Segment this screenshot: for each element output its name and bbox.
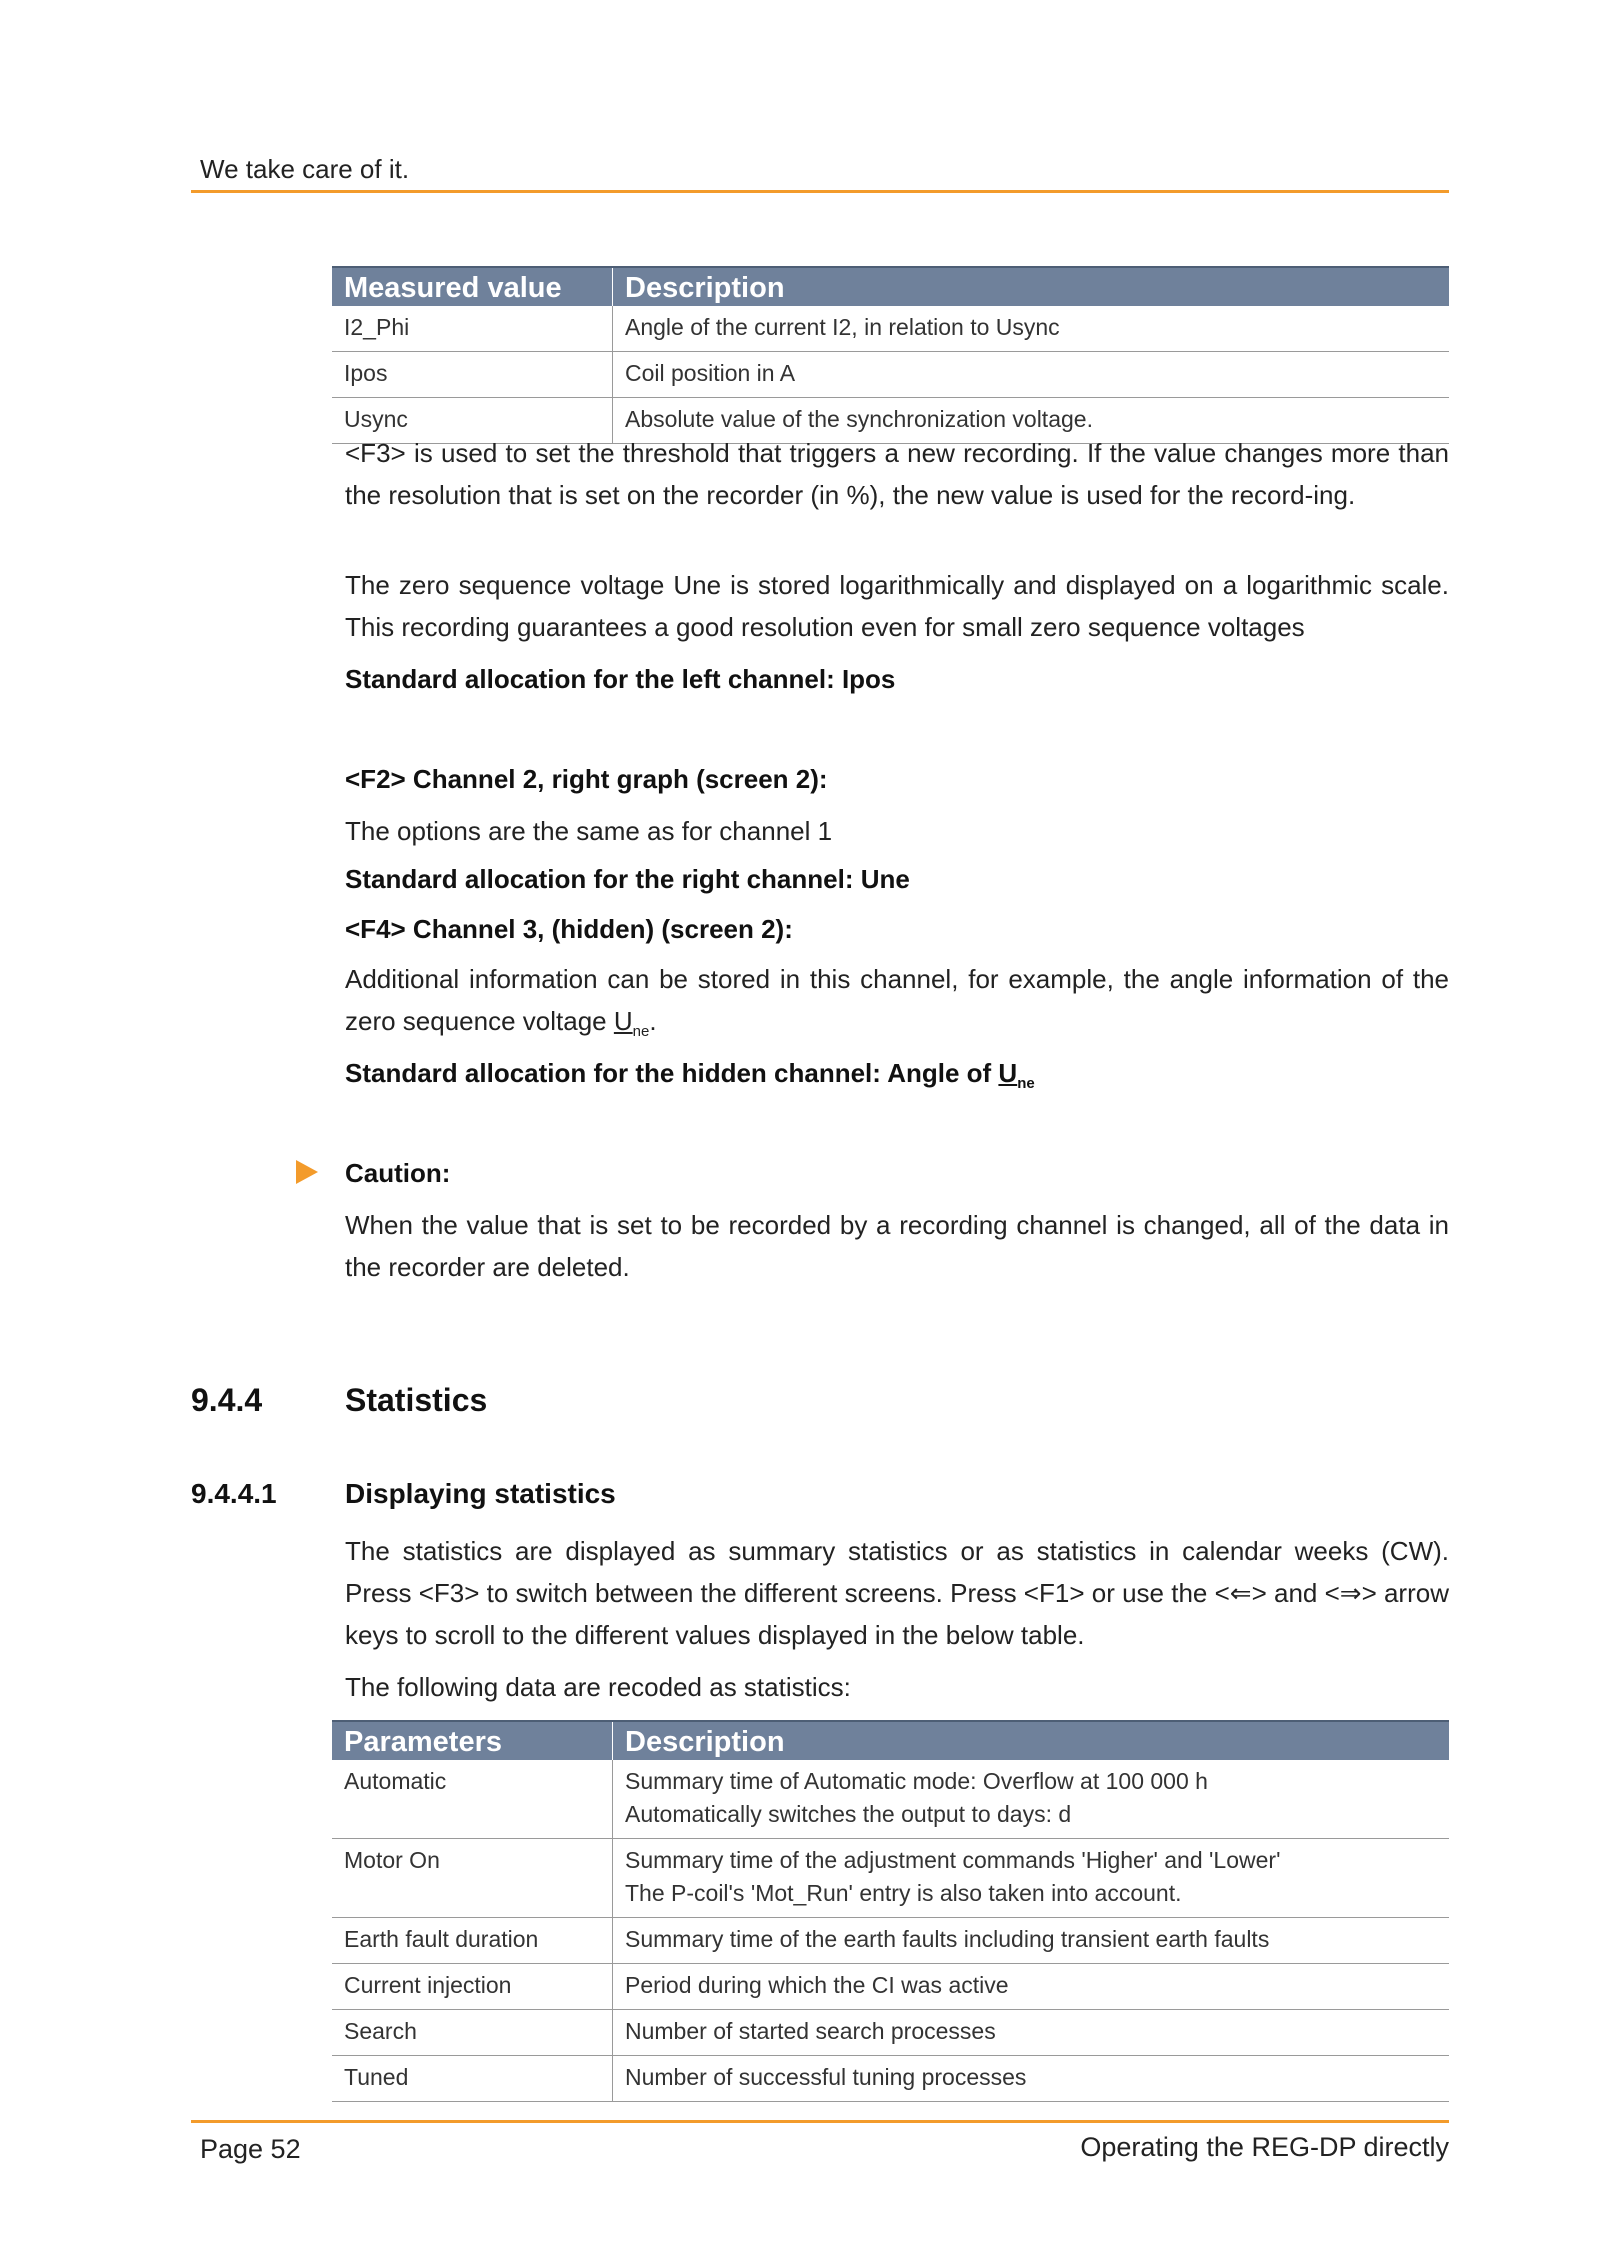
footer-chapter-title: Operating the REG-DP directly	[1080, 2132, 1449, 2162]
measured-value-table	[332, 266, 1449, 444]
table-header-description: Description	[613, 267, 1450, 306]
statistics-parameters-table	[332, 1720, 1449, 2102]
f4-heading: <F4> Channel 3, (hidden) (screen 2):	[345, 914, 793, 944]
std-left-channel: Standard allocation for the left channel: Ipos	[345, 664, 896, 694]
table-cell: Tuned	[332, 2056, 613, 2102]
table-cell: Earth fault duration	[332, 1918, 613, 1964]
table-row	[332, 352, 1449, 398]
f2-text: The options are the same as for channel 1	[345, 816, 833, 846]
table-cell: Ipos	[332, 352, 613, 398]
zero-sequence-paragraph: The zero sequence voltage Une is stored logarithmically and displayed on a logarithmic scale. This recording guarantees a good resolution even for small zero sequence voltages	[345, 570, 1449, 642]
caution-text: When the value that is set to be recorded by a recording channel is changed, all of the data in the recorder are deleted.	[345, 1210, 1449, 1282]
f4-text-main: Additional information can be stored in this channel, for example, the angle information of the zero sequence voltage	[345, 964, 1449, 1036]
table-cell: Usync	[332, 398, 613, 444]
f4-text	[345, 958, 1449, 1053]
table-row	[332, 1918, 1449, 1964]
std-hidden-u-subscript: ne	[1017, 1075, 1035, 1093]
table-cell-line: Automatically switches the output to days: d	[625, 1801, 1072, 1827]
statistics-data-intro: The following data are recoded as statistics:	[345, 1672, 851, 1702]
table-cell	[613, 1760, 1450, 1839]
table-header-measured-value: Measured value	[332, 267, 613, 306]
table-row	[332, 1760, 1449, 1839]
subsection-title: Displaying statistics	[345, 1478, 616, 1509]
table-cell	[613, 1839, 1450, 1918]
table-header-parameters: Parameters	[332, 1721, 613, 1760]
table-row	[332, 306, 1449, 352]
std-right-channel: Standard allocation for the right channel: Une	[345, 864, 910, 894]
table-row	[332, 2010, 1449, 2056]
header-tagline: We take care of it.	[200, 154, 410, 184]
table-cell: Absolute value of the synchronization voltage.	[613, 398, 1450, 444]
table-row	[332, 1964, 1449, 2010]
section-title: Statistics	[345, 1382, 488, 1418]
section-number: 9.4.4	[191, 1382, 263, 1418]
table-cell: Angle of the current I2, in relation to Usync	[613, 306, 1450, 352]
f3-threshold-paragraph: <F3> is used to set the threshold that triggers a new recording. If the value changes more than the resolution that is set on the recorder (in %), the new value is used for the record-ing.	[345, 438, 1449, 510]
table-cell: Search	[332, 2010, 613, 2056]
table-cell: Summary time of the earth faults including transient earth faults	[613, 1918, 1450, 1964]
table-cell: Motor On	[332, 1839, 613, 1918]
std-hidden-channel	[345, 1058, 1449, 1092]
std-hidden-text: Standard allocation for the hidden channel: Angle of	[345, 1058, 999, 1088]
table-cell-line: Summary time of Automatic mode: Overflow at 100 000 h	[625, 1768, 1208, 1794]
subsection-number: 9.4.4.1	[191, 1478, 277, 1509]
table-cell-line: Summary time of the adjustment commands 'Higher' and 'Lower'	[625, 1847, 1281, 1873]
table-cell: I2_Phi	[332, 306, 613, 352]
table-header-description: Description	[613, 1721, 1450, 1760]
table-cell: Number of successful tuning processes	[613, 2056, 1450, 2102]
f4-u-subscript: ne	[632, 1023, 650, 1041]
table-cell: Number of started search processes	[613, 2010, 1450, 2056]
footer-page-number: Page 52	[200, 2134, 301, 2164]
table-row	[332, 2056, 1449, 2102]
footer-rule	[191, 2120, 1449, 2123]
f4-u-symbol: U	[613, 1006, 633, 1036]
f4-text-end: .	[649, 1006, 657, 1036]
table-cell-line: The P-coil's 'Mot_Run' entry is also taken into account.	[625, 1880, 1182, 1906]
caution-arrow-icon	[296, 1160, 318, 1184]
table-row	[332, 1839, 1449, 1918]
f2-heading: <F2> Channel 2, right graph (screen 2):	[345, 764, 828, 794]
table-cell: Coil position in A	[613, 352, 1450, 398]
header-rule	[191, 190, 1449, 193]
table-cell: Automatic	[332, 1760, 613, 1839]
caution-label: Caution:	[345, 1158, 451, 1188]
table-cell: Current injection	[332, 1964, 613, 2010]
statistics-intro-paragraph: The statistics are displayed as summary statistics or as statistics in calendar weeks (CW). Press <F3> to switch between the different screens. Press <F1> or use the <⇐> and <⇒> arrow keys to scroll to the different values displayed in the below table.	[345, 1536, 1449, 1650]
table-cell: Period during which the CI was active	[613, 1964, 1450, 2010]
std-hidden-u-symbol: U	[998, 1058, 1018, 1088]
